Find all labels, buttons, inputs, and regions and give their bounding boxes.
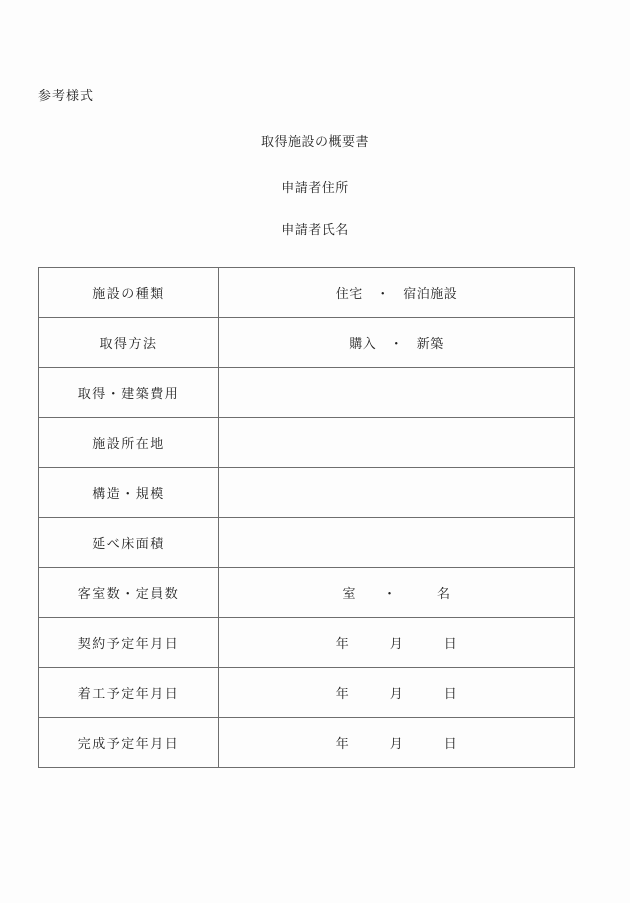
row-label: 施設所在地 — [39, 418, 219, 468]
table-row — [39, 468, 575, 518]
table-row — [39, 418, 575, 468]
table-row — [39, 368, 575, 418]
document-title: 取得施設の概要書 — [260, 134, 369, 149]
table-row — [39, 618, 575, 668]
row-label: 取得・建築費用 — [39, 368, 219, 418]
row-value: 室 ・ 名 — [219, 568, 575, 618]
row-value: 購入 ・ 新築 — [219, 318, 575, 368]
row-label: 客室数・定員数 — [39, 568, 219, 618]
row-value — [219, 418, 575, 468]
row-label: 契約予定年月日 — [39, 618, 219, 668]
row-value — [219, 368, 575, 418]
applicant-name-label: 申請者氏名 — [281, 222, 349, 237]
row-value — [219, 468, 575, 518]
reference-format-label: 参考様式 — [38, 88, 95, 103]
row-value — [219, 518, 575, 568]
facility-summary-table-body — [39, 268, 575, 768]
table-row — [39, 518, 575, 568]
table-row — [39, 718, 575, 768]
row-value: 住宅 ・ 宿泊施設 — [219, 268, 575, 318]
table-row — [39, 668, 575, 718]
table-row — [39, 568, 575, 618]
row-label: 構造・規模 — [39, 468, 219, 518]
table-row — [39, 318, 575, 368]
row-label: 完成予定年月日 — [39, 718, 219, 768]
row-label: 施設の種類 — [39, 268, 219, 318]
row-value: 年 月 日 — [219, 618, 575, 668]
row-value: 年 月 日 — [219, 718, 575, 768]
row-value: 年 月 日 — [219, 668, 575, 718]
row-label: 延べ床面積 — [39, 518, 219, 568]
facility-summary-table — [38, 267, 575, 768]
row-label: 取得方法 — [39, 318, 219, 368]
applicant-address-label: 申請者住所 — [281, 180, 349, 195]
row-label: 着工予定年月日 — [39, 668, 219, 718]
table-row — [39, 268, 575, 318]
